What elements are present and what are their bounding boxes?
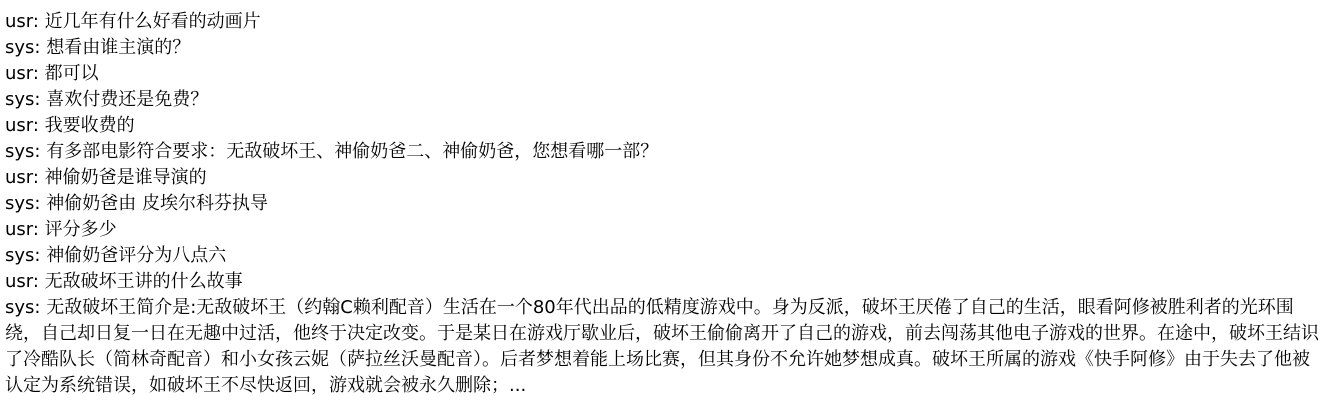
utterance-text: 神偷奶爸由 皮埃尔科芬执导 (46, 193, 268, 214)
utterance-text: 评分多少 (44, 219, 117, 240)
speaker-separator: : (32, 167, 45, 188)
speaker-separator: : (32, 63, 45, 84)
utterance-text: 无敌破坏王讲的什么故事 (44, 271, 243, 292)
speaker-separator: : (34, 193, 47, 214)
dialogue-line (5, 61, 1327, 87)
utterance-text: 喜欢付费还是免费？ (46, 89, 209, 110)
dialogue-line (5, 295, 1327, 399)
dialogue-line (5, 87, 1327, 113)
dialogue-line (5, 165, 1327, 191)
dialogue-line (5, 113, 1327, 139)
speaker-label: sys (5, 193, 35, 214)
speaker-label: sys (5, 297, 35, 318)
dialogue-line (5, 9, 1327, 35)
dialogue-line (5, 139, 1327, 165)
speaker-separator: : (34, 141, 47, 162)
utterance-text: 想看由谁主演的？ (46, 37, 191, 58)
utterance-text: 都可以 (44, 63, 99, 84)
speaker-separator: : (32, 11, 45, 32)
speaker-label: sys (5, 37, 35, 58)
utterance-text: 神偷奶爸是谁导演的 (44, 167, 207, 188)
speaker-label: sys (5, 245, 35, 266)
speaker-separator: : (34, 37, 47, 58)
dialogue-transcript (5, 9, 1327, 399)
speaker-label: usr (5, 271, 33, 292)
speaker-separator: : (32, 271, 45, 292)
speaker-label: usr (5, 219, 33, 240)
utterance-text: 我要收费的 (44, 115, 135, 136)
speaker-label: usr (5, 115, 33, 136)
dialogue-line (5, 35, 1327, 61)
speaker-label: usr (5, 63, 33, 84)
utterance-text: 神偷奶爸评分为八点六 (46, 245, 227, 266)
speaker-label: usr (5, 167, 33, 188)
speaker-label: usr (5, 11, 33, 32)
utterance-text: 有多部电影符合要求：无敌破坏王、神偷奶爸二、神偷奶爸，您想看哪一部？ (46, 141, 659, 162)
speaker-separator: : (32, 219, 45, 240)
dialogue-line (5, 269, 1327, 295)
speaker-separator: : (34, 297, 47, 318)
speaker-label: sys (5, 89, 35, 110)
dialogue-line (5, 217, 1327, 243)
utterance-text: 近几年有什么好看的动画片 (44, 11, 261, 32)
speaker-label: sys (5, 141, 35, 162)
speaker-separator: : (32, 115, 45, 136)
dialogue-line (5, 243, 1327, 269)
dialogue-line (5, 191, 1327, 217)
utterance-text: 无敌破坏王简介是:无敌破坏王（约翰C赖利配音）生活在一个80年代出品的低精度游戏中。身为反派，破坏王厌倦了自己的生活，眼看阿修被胜利者的光环围绕，自己却日复一日在无趣中过活，他终于决定改变。于是某日在游戏厅歇业后，破坏王偷偷离开了自己的游戏，前去闯荡其他电子游戏的世界。在途中，破坏王结识了冷酷队长（简林奇配音）和小女孩云妮（萨拉丝沃曼配音）。后者梦想着能上场比赛，但其身份不允许她梦想成真。破坏王所属的游戏《快手阿修》由于失去了他被认定为系统错误，如破坏王不尽快返回，游戏就会被永久删除；... (5, 297, 1319, 396)
speaker-separator: : (34, 89, 47, 110)
speaker-separator: : (34, 245, 47, 266)
